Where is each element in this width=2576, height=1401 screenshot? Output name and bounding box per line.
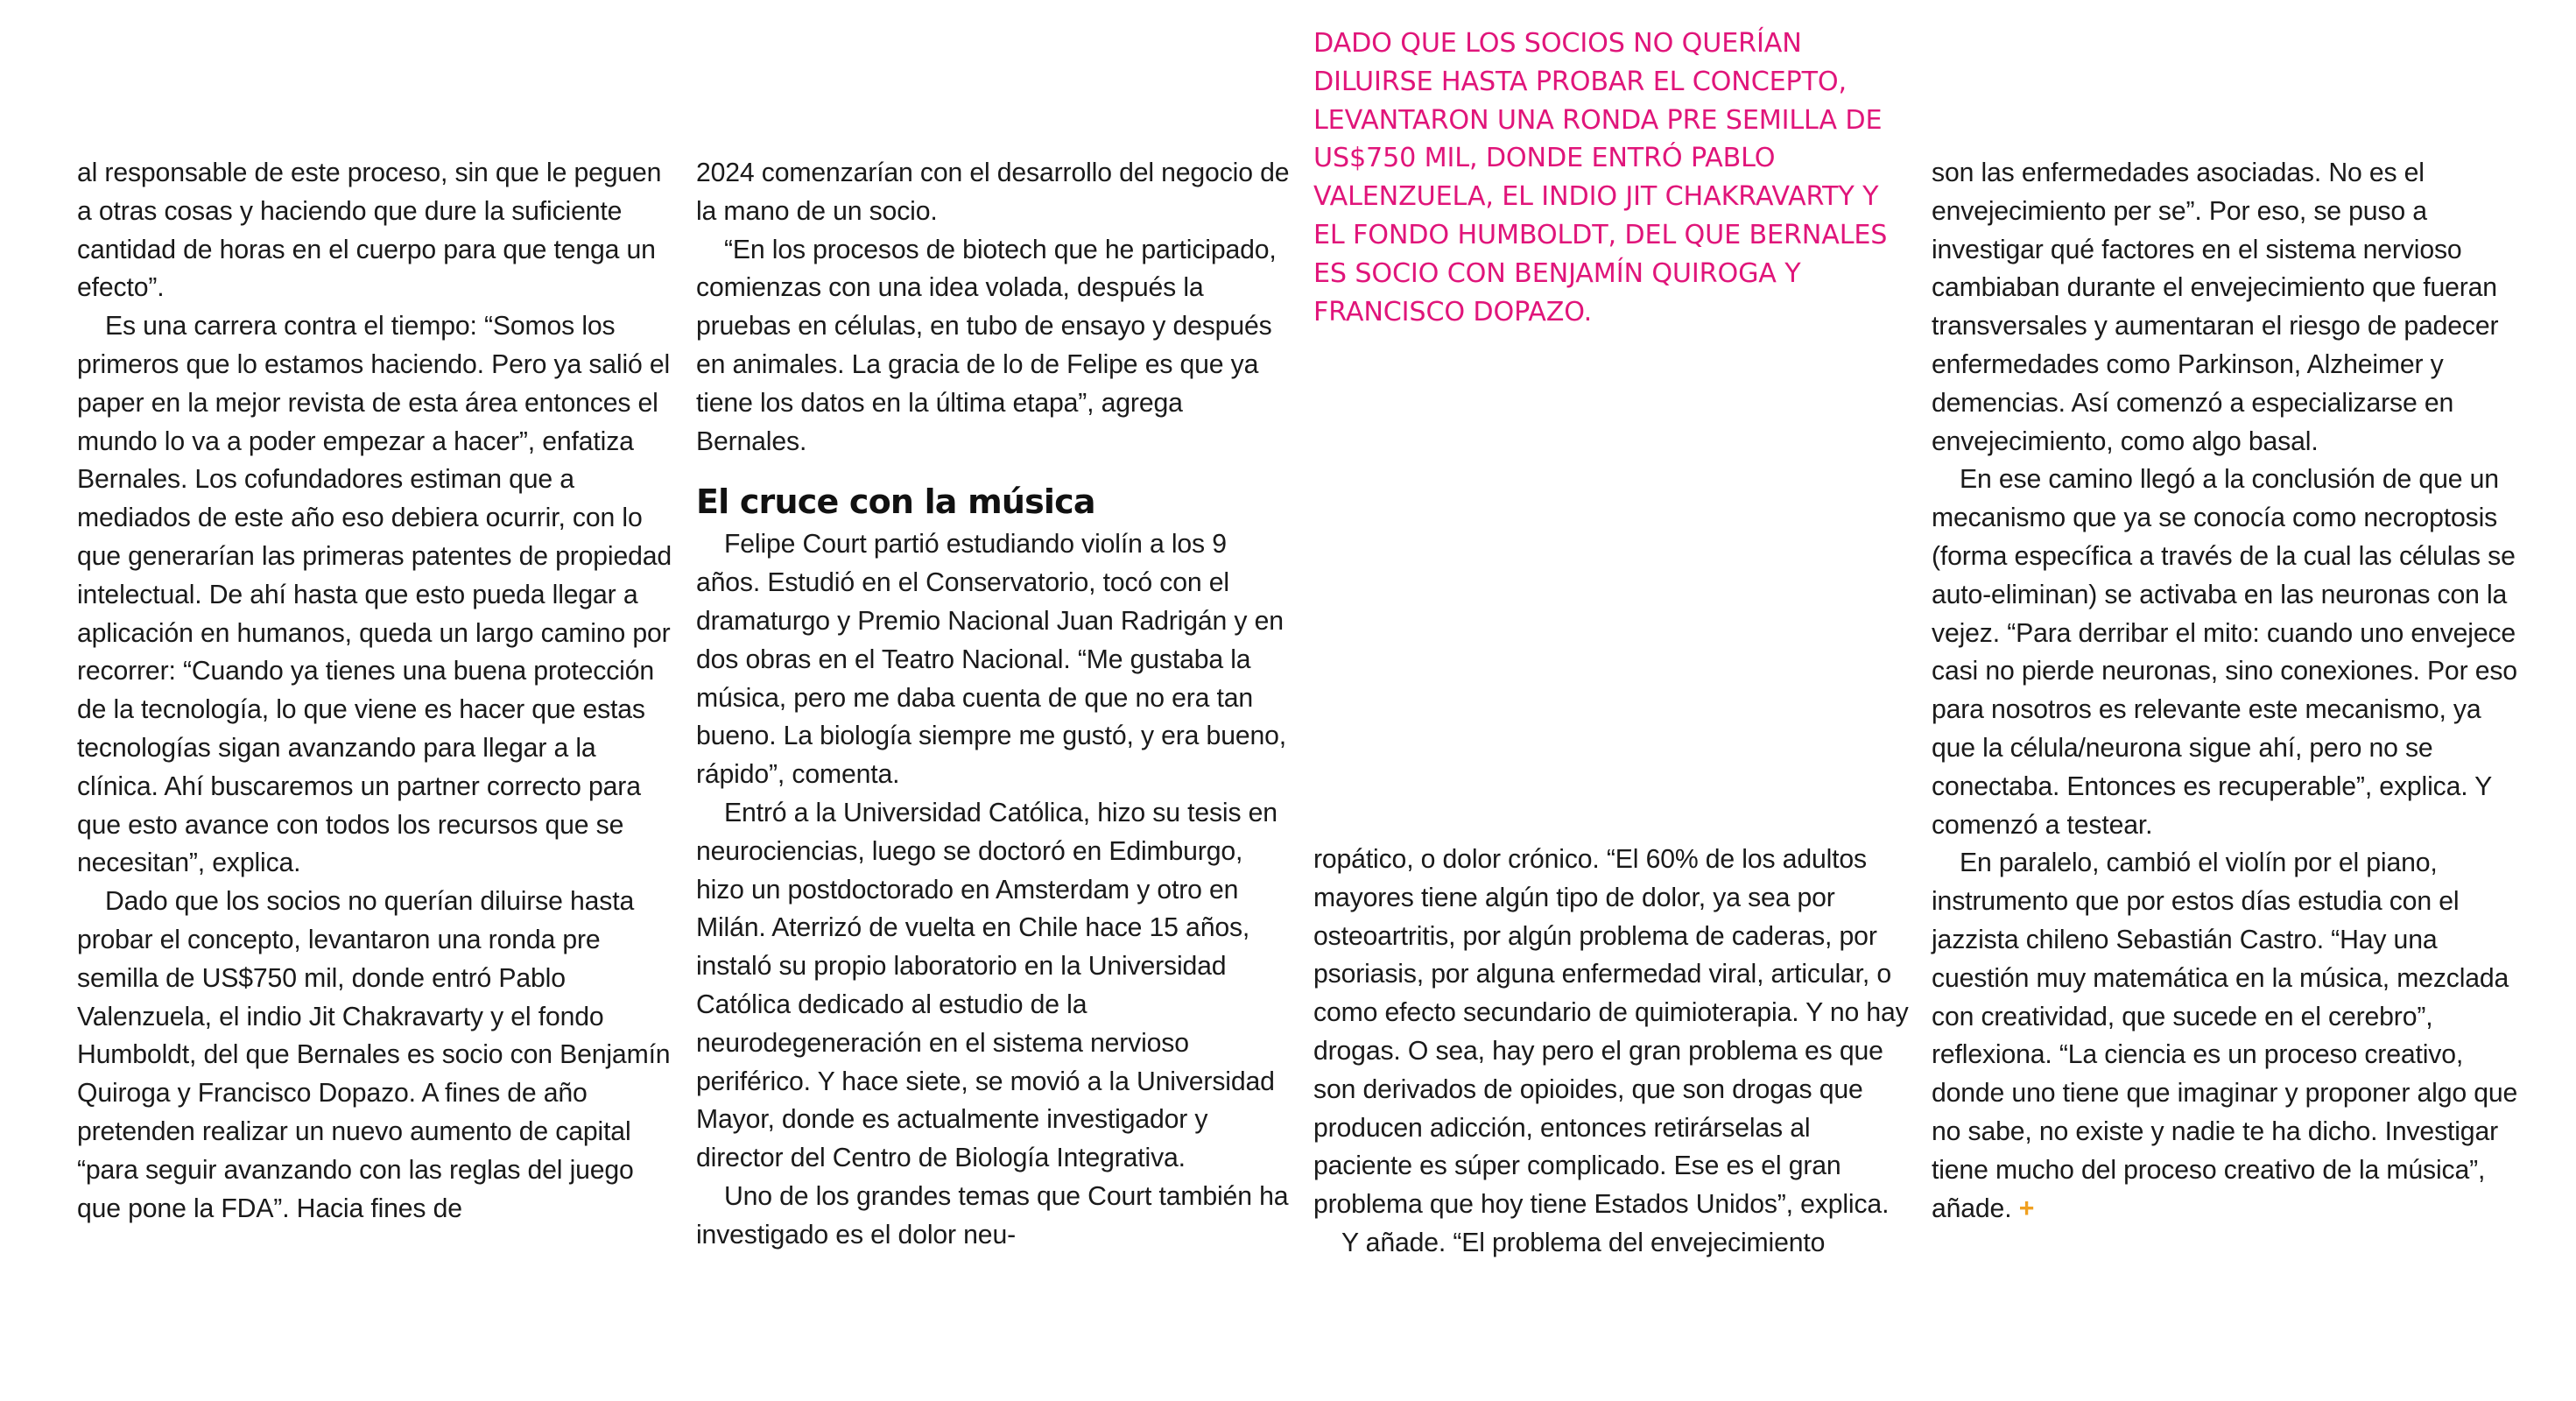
article-column-3 [1313, 25, 1909, 1257]
body-paragraph: Entró a la Universidad Católica, hizo su tesis en neurociencias, luego se doctoró en Edimburgo, hizo un postdoctorado en Amsterdam y otro en Milán. Aterrizó de vuelta en Chile hace 15 años, instaló su propio laboratorio en la Universidad Católica dedicado al estudio de la neurodegeneración en el sistema nervioso periférico. Y hace siete, se movió a la Universidad Mayor, donde es actualmente investigador y director del Centro de Biología Integrativa. [696, 798, 1277, 1173]
pull-quote: DADO QUE LOS SOCIOS NO QUERÍAN DILUIRSE HASTA PROBAR EL CONCEPTO, LEVANTARON UNA RONDA PRE SEMILLA DE US$750 MIL, DONDE ENTRÓ PABLO VALENZUELA, EL INDIO JIT CHAKRAVARTY Y EL FONDO HUMBOLDT, DEL QUE BERNALES ES SOCIO CON BENJAMÍN QUIROGA Y FRANCISCO DOPAZO. [1313, 28, 1888, 327]
body-paragraph: al responsable de este proceso, sin que le peguen a otras cosas y haciendo que dure la suficiente cantidad de horas en el cuerpo para que tenga un efecto”. [77, 158, 662, 303]
column-3-body [1313, 841, 1909, 1263]
body-paragraph: Uno de los grandes temas que Court también ha investigado es el dolor neu- [696, 1181, 1289, 1250]
last-paragraph [1932, 844, 2527, 1228]
end-of-article-mark: + [2018, 1193, 2035, 1223]
article-column-2 [696, 154, 1292, 1255]
body-paragraph: ropático, o dolor crónico. “El 60% de los adultos mayores tiene algún tipo de dolor, ya sea por osteoartritis, por algún problema de caderas, por psoriasis, por alguna enfermedad viral, articular, o como efecto secundario de quimioterapia. Y no hay drogas. O sea, hay pero el gran problema es que son derivados de opioides, que son drogas que producen adicción, entonces retirárselas al paciente es súper complicado. Ese es el gran problema que hoy tiene Estados Unidos”, explica. [1313, 845, 1909, 1220]
body-paragraph: 2024 comenzarían con el desarrollo del negocio de la mano de un socio. [696, 158, 1290, 226]
body-paragraph: Felipe Court partió estudiando violín a los 9 años. Estudió en el Conservatorio, tocó con el dramaturgo y Premio Nacional Juan Radrigán y en dos obras en el Teatro Nacional. “Me gustaba la música, pero me daba cuenta de que no era tan bueno. La biología siempre me gustó, y era bueno, rápido”, comenta. [696, 530, 1286, 790]
body-paragraph: son las enfermedades asociadas. No es el envejecimiento per se”. Por eso, se puso a investigar qué factores en el sistema nervioso cambiaban durante el envejecimiento que fueran transversales y aumentaran el riesgo de padecer enfermedades como Parkinson, Alzheimer y demencias. Así comenzó a especializarse en envejecimiento, como algo basal. [1932, 158, 2499, 456]
body-paragraph: Es una carrera contra el tiempo: “Somos los primeros que lo estamos haciendo. Pero ya salió el paper en la mejor revista de esta área entonces el mundo lo va a poder empezar a hacer”, enfatiza Bernales. Los cofundadores estiman que a mediados de este año eso debiera ocurrir, con lo que generarían las primeras patentes de propiedad intelectual. De ahí hasta que esto pueda llegar a aplicación en humanos, queda un largo camino por recorrer: “Cuando ya tienes una buena protección de la tecnología, lo que viene es hacer que estas tecnologías sigan avanzando para llegar a la clínica. Ahí buscaremos un partner correcto para que esto avance con todos los recursos que se necesitan”, explica. [77, 312, 672, 878]
body-paragraph: “En los procesos de biotech que he participado, comienzas con una idea volada, después la pruebas en células, en tubo de ensayo y después en animales. La gracia de lo de Felipe es que ya tiene los datos en la última etapa”, agrega Bernales. [696, 235, 1277, 456]
article-column-4 [1932, 154, 2527, 1228]
article-column-1 [77, 154, 672, 1228]
body-paragraph: Dado que los socios no querían diluirse hasta probar el concepto, levantaron una ronda pre semilla de US$750 mil, donde entró Pablo Valenzuela, el indio Jit Chakravarty y el fondo Humboldt, del que Bernales es socio con Benjamín Quiroga y Francisco Dopazo. A fines de año pretenden realizar un nuevo aumento de capital “para seguir avanzando con las reglas del juego que pone la FDA”. Hacia fines de [77, 887, 671, 1223]
section-heading: El cruce con la música [696, 482, 1095, 522]
body-paragraph: En ese camino llegó a la conclusión de que un mecanismo que ya se conocía como necroptosis (forma específica a través de la cual las células se auto-eliminan) se activaba en las neuronas con la vejez. “Para derribar el mito: cuando uno envejece casi no pierde neuronas, sino conexiones. Por eso para nosotros es relevante este mecanismo, ya que la célula/neurona sigue ahí, pero no se conectaba. Entonces es recuperable”, explica. Y comenzó a testear. [1932, 465, 2517, 840]
body-paragraph: Y añade. “El problema del envejecimiento [1341, 1228, 1826, 1257]
body-paragraph-text: En paralelo, cambió el violín por el piano, instrumento que por estos días estudia con el jazzista chileno Sebastián Castro. “Hay una cuestión muy matemática en la música, mezclada con creatividad, que sucede en el cerebro”, reflexiona. “La ciencia es un proceso creativo, donde uno tiene que imaginar y proponer algo que no sabe, no existe y nadie te ha dicho. Investigar tiene mucho del proceso creativo de la música”, añade. [1932, 848, 2518, 1223]
